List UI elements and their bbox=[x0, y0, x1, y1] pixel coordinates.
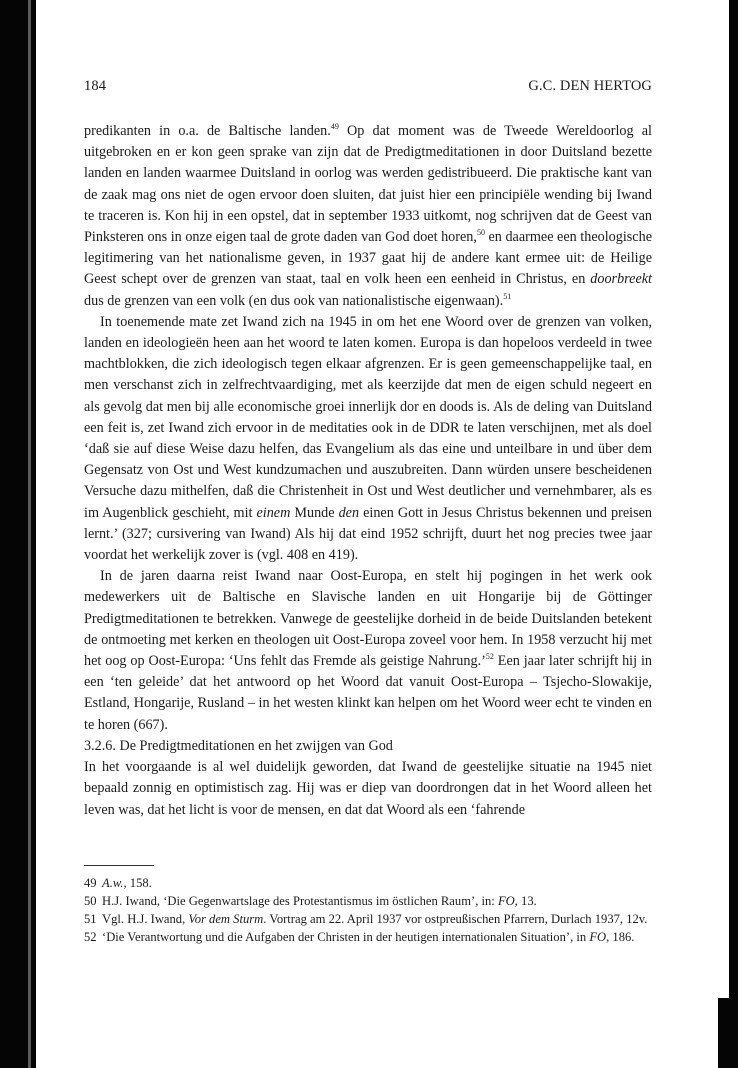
body-text bbox=[84, 121, 652, 821]
footnote-52: 52 ‘Die Verantwortung und die Aufgaben der Christen in der heutigen internationalen Situation’, in FO, 186. bbox=[84, 929, 635, 944]
scan-border-right bbox=[729, 0, 738, 1068]
scan-border-left-highlight bbox=[28, 0, 31, 1068]
footnote-49: 49 A.w., 158. bbox=[84, 875, 152, 890]
footnote-ref-52[interactable]: 52 bbox=[485, 652, 494, 662]
page-number: 184 bbox=[84, 78, 107, 94]
footnote-ref-51[interactable]: 51 bbox=[503, 291, 512, 301]
section-heading: 3.2.6. De Predigtmeditationen en het zwijgen van God bbox=[84, 737, 393, 754]
footnote-51: 51 Vgl. H.J. Iwand, Vor dem Sturm. Vortrag am 22. April 1937 vor ostpreußischen Pfarrern, Durlach 1937, 12v. bbox=[84, 911, 648, 926]
paragraph-3: In de jaren daarna reist Iwand naar Oost-Europa, en stelt hij pogingen in het werk ook medewerkers uit de Baltische en Slavische landen en uit Hongarije bij de Göttinger Predigtmeditationen te betrekken. Vanwege de geestelijke dorheid in de beide Duitslanden betekent de ontmoeting met kerken en theologen uit Oost-Europa zoveel voor hem. In 1958 verzucht hij met het oog op Oost-Europa: ‘Uns fehlt das Fremde als geistige Nahrung.’$^{52}$ Een jaar later schrijft hij in een ‘ten geleide’ dat het antwoord op het Woord dat vanuit Oost-Europa – Tsjecho-Slowakije, Estland, Hongarije, Rusland – in het westen klinkt kan helpen om het Woord weer echt te vinden en te horen (667). bbox=[84, 568, 652, 733]
book-page bbox=[84, 78, 652, 946]
running-head bbox=[84, 78, 652, 98]
paragraph-1: predikanten in o.a. de Baltische landen.$^{49}$ Op dat moment was de Tweede Wereldoorlog al uitgebroken en er kon geen sprake van zijn dat de Predigtmeditationen in door Duitsland bezette landen en landen waarmee Duitsland in oorlog was werden gedistribueerd. Die praktische kant van de zaak mag ons niet de ogen ervoor doen sluiten, dat juist hier een principiële wending bij Iwand te traceren is. Kon hij in een opstel, dat in september 1933 uitkomt, nog schrijven dat de Geest van Pinksteren ons in onze eigen taal de grote daden van God doet horen,$^{50}$ en daarmee een theologische legitimering van het nationalisme geven, in 1937 gaat hij de andere kant ermee uit: de Heilige Geest schept over de grenzen van staat, taal en volk heen een eenheid in Christus, en doorbreekt dus de grenzen van een volk (en dus ook van nationalistische eigenwaan).$^{51}$ bbox=[84, 122, 652, 309]
footnotes bbox=[84, 874, 652, 946]
footnote-ref-50[interactable]: 50 bbox=[476, 228, 485, 238]
paragraph-2: In toenemende mate zet Iwand zich na 1945 in om het ene Woord over de grenzen van volken, landen en ideologieën heen aan het woord te laten komen. Europa is dan hopeloos verdeeld in twee machtblokken, die zich ideologisch tegen elkaar afgrenzen. Er is geen gemeenschappelijke taal, en men verschanst zich in zelfrechtvaardiging, met als keerzijde dat men de eigen schuld negeert en als gevolg dat men bij alle economische groei innerlijk dor en doods is. Als de deling van Duitsland een feit is, zet Iwand zich ervoor in de meditaties ook in de DDR te laten verschijnen, met als doel ‘daß sie auf diese Weise dazu helfen, das Evangelium als das eine und unteilbare in und über dem Gegensatz von Ost und West kundzumachen und auszubreiten. Dann würden unsere bescheidenen Versuche dazu mithelfen, daß die Christenheit in Ost und West deutlicher und vernehmbarer, als es im Augenblick geschieht, mit einem Munde den einen Gott in Jesus Christus bekennen und preisen lernt.’ (327; cursivering van Iwand) Als hij dat eind 1952 schrijft, duurt het nog precies twee jaar voordat het werkelijk zover is (vgl. 408 en 419). bbox=[84, 313, 652, 564]
footnote-ref-49[interactable]: 49 bbox=[330, 122, 339, 131]
footnote-separator bbox=[84, 865, 154, 866]
paragraph-4: In het voorgaande is al wel duidelijk geworden, dat Iwand de geestelijke situatie na 1945 niet bepaald zonnig en optimistisch zag. Hij was er diep van doordrongen dat in het Woord alleen het leven was, dat het licht is voor de mensen, en dat dat Woord als een ‘fahrende bbox=[84, 759, 652, 818]
footnote-50: 50 H.J. Iwand, ‘Die Gegenwartslage des Protestantismus im östlichen Raum’, in: FO, 13. bbox=[84, 893, 537, 908]
running-title: G.C. DEN HERTOG bbox=[528, 78, 652, 94]
scan-border-corner bbox=[718, 998, 738, 1068]
